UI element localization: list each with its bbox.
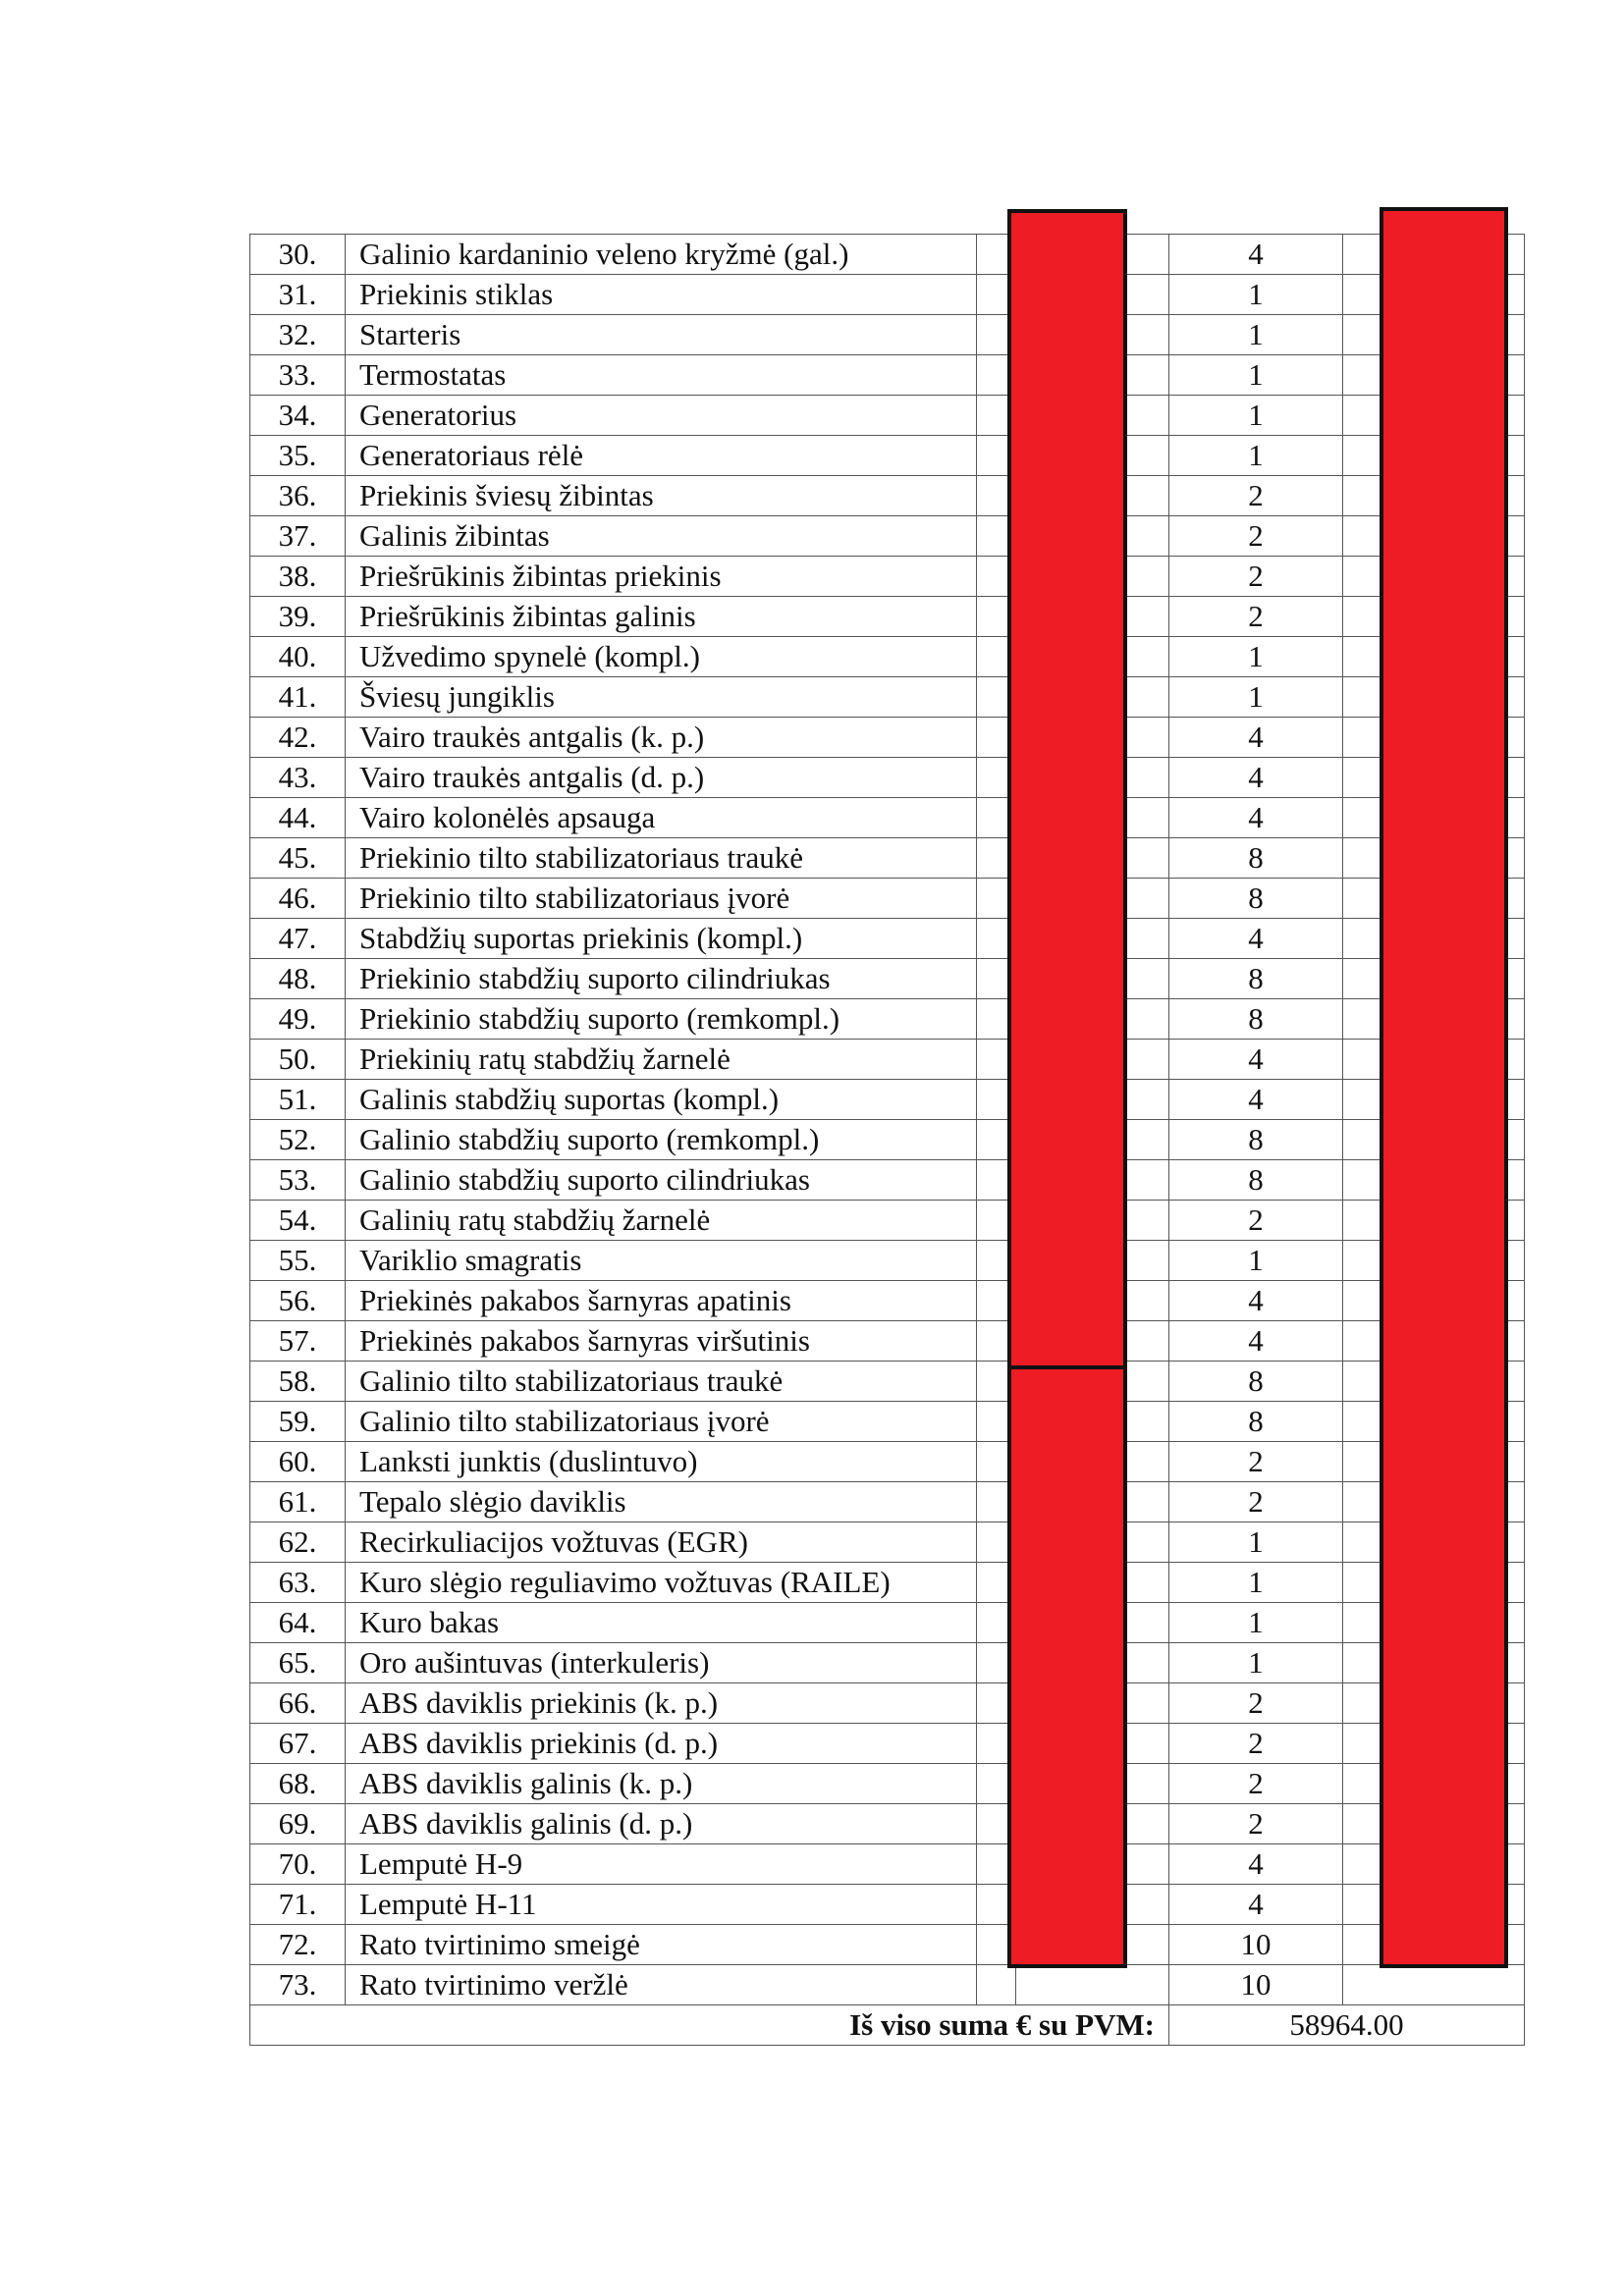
part-name: Lanksti junktis (duslintuvo) (346, 1442, 977, 1482)
part-name: Priekinės pakabos šarnyras viršutinis (346, 1321, 977, 1362)
row-number: 38. (250, 557, 346, 597)
table-row (250, 557, 1525, 597)
quantity: 4 (1169, 1321, 1343, 1362)
part-name: Priešrūkinis žibintas priekinis (346, 557, 977, 597)
table-row (250, 718, 1525, 758)
row-number: 62. (250, 1522, 346, 1563)
part-name: Starteris (346, 315, 977, 355)
sum-cell (1343, 1965, 1525, 2005)
quantity: 8 (1169, 999, 1343, 1040)
quantity: 2 (1169, 1482, 1343, 1522)
table-row (250, 1643, 1525, 1683)
quantity: 8 (1169, 1160, 1343, 1201)
table-row (250, 838, 1525, 879)
quantity: 1 (1169, 677, 1343, 718)
total-row (250, 2005, 1525, 2046)
table-row (250, 1603, 1525, 1643)
table-row (250, 1804, 1525, 1844)
part-name: Priekinis stiklas (346, 275, 977, 315)
part-name: Priekinės pakabos šarnyras apatinis (346, 1281, 977, 1321)
quantity: 1 (1169, 355, 1343, 396)
part-name: Lemputė H-9 (346, 1844, 977, 1885)
quantity: 1 (1169, 275, 1343, 315)
part-name: Stabdžių suportas priekinis (kompl.) (346, 919, 977, 959)
row-number: 70. (250, 1844, 346, 1885)
quantity: 8 (1169, 1362, 1343, 1402)
part-name: Rato tvirtinimo veržlė (346, 1965, 977, 2005)
table-row (250, 1362, 1525, 1402)
row-number: 71. (250, 1885, 346, 1925)
table-row (250, 1080, 1525, 1120)
row-number: 55. (250, 1241, 346, 1281)
quantity: 2 (1169, 597, 1343, 637)
table-row (250, 999, 1525, 1040)
part-name: ABS daviklis galinis (k. p.) (346, 1764, 977, 1804)
table-row (250, 1563, 1525, 1603)
table-row (250, 1241, 1525, 1281)
part-name: ABS daviklis galinis (d. p.) (346, 1804, 977, 1844)
table-row (250, 597, 1525, 637)
table-row (250, 1885, 1525, 1925)
table-row (250, 1965, 1525, 2005)
table-row (250, 959, 1525, 999)
table-row (250, 476, 1525, 516)
row-number: 53. (250, 1160, 346, 1201)
table-row (250, 1522, 1525, 1563)
quantity: 4 (1169, 1885, 1343, 1925)
row-number: 67. (250, 1724, 346, 1764)
quantity: 2 (1169, 1683, 1343, 1724)
row-number: 66. (250, 1683, 346, 1724)
part-name: Galinio kardaninio veleno kryžmė (gal.) (346, 235, 977, 275)
quantity: 4 (1169, 1040, 1343, 1080)
quantity: 2 (1169, 557, 1343, 597)
quantity: 8 (1169, 1402, 1343, 1442)
quantity: 1 (1169, 637, 1343, 677)
row-number: 61. (250, 1482, 346, 1522)
table-row (250, 1040, 1525, 1080)
row-number: 54. (250, 1201, 346, 1241)
row-number: 30. (250, 235, 346, 275)
blank-cell (977, 1965, 1016, 2005)
part-name: Priešrūkinis žibintas galinis (346, 597, 977, 637)
part-name: ABS daviklis priekinis (k. p.) (346, 1683, 977, 1724)
quantity: 8 (1169, 879, 1343, 919)
quantity: 1 (1169, 436, 1343, 476)
table-row (250, 637, 1525, 677)
row-number: 57. (250, 1321, 346, 1362)
row-number: 39. (250, 597, 346, 637)
part-name: Priekinio tilto stabilizatoriaus traukė (346, 838, 977, 879)
quantity: 2 (1169, 1201, 1343, 1241)
part-name: Termostatas (346, 355, 977, 396)
table-row (250, 1764, 1525, 1804)
row-number: 41. (250, 677, 346, 718)
part-name: Priekinio stabdžių suporto (remkompl.) (346, 999, 977, 1040)
row-number: 32. (250, 315, 346, 355)
row-number: 36. (250, 476, 346, 516)
table-row (250, 1683, 1525, 1724)
table-row (250, 1482, 1525, 1522)
row-number: 37. (250, 516, 346, 557)
table-row (250, 1321, 1525, 1362)
row-number: 68. (250, 1764, 346, 1804)
row-number: 69. (250, 1804, 346, 1844)
part-name: Šviesų jungiklis (346, 677, 977, 718)
parts-table (249, 234, 1525, 2046)
row-number: 49. (250, 999, 346, 1040)
table-row (250, 1442, 1525, 1482)
table-row (250, 879, 1525, 919)
table-row (250, 1402, 1525, 1442)
part-name: Galinio stabdžių suporto cilindriukas (346, 1160, 977, 1201)
table-row (250, 396, 1525, 436)
redaction-block-price-lower (1007, 1365, 1127, 1968)
quantity: 2 (1169, 1442, 1343, 1482)
row-number: 31. (250, 275, 346, 315)
quantity: 4 (1169, 798, 1343, 838)
quantity: 4 (1169, 919, 1343, 959)
table-row (250, 1201, 1525, 1241)
row-number: 63. (250, 1563, 346, 1603)
table-row (250, 758, 1525, 798)
quantity: 1 (1169, 1603, 1343, 1643)
quantity: 8 (1169, 1120, 1343, 1160)
redaction-block-price-upper (1007, 209, 1127, 1369)
part-name: Priekinis šviesų žibintas (346, 476, 977, 516)
quantity: 4 (1169, 718, 1343, 758)
part-name: Kuro bakas (346, 1603, 977, 1643)
part-name: Užvedimo spynelė (kompl.) (346, 637, 977, 677)
row-number: 73. (250, 1965, 346, 2005)
unit-price-cell (1016, 1965, 1169, 2005)
quantity: 1 (1169, 396, 1343, 436)
quantity: 2 (1169, 1724, 1343, 1764)
row-number: 47. (250, 919, 346, 959)
quantity: 2 (1169, 476, 1343, 516)
table-row (250, 315, 1525, 355)
part-name: Generatorius (346, 396, 977, 436)
row-number: 65. (250, 1643, 346, 1683)
part-name: Priekinių ratų stabdžių žarnelė (346, 1040, 977, 1080)
table-row (250, 798, 1525, 838)
quantity: 1 (1169, 1522, 1343, 1563)
table-row (250, 1120, 1525, 1160)
table-row (250, 1925, 1525, 1965)
part-name: Tepalo slėgio daviklis (346, 1482, 977, 1522)
part-name: Recirkuliacijos vožtuvas (EGR) (346, 1522, 977, 1563)
part-name: Kuro slėgio reguliavimo vožtuvas (RAILE) (346, 1563, 977, 1603)
redaction-block-sum (1380, 207, 1508, 1968)
quantity: 8 (1169, 959, 1343, 999)
row-number: 45. (250, 838, 346, 879)
row-number: 72. (250, 1925, 346, 1965)
part-name: Galinis žibintas (346, 516, 977, 557)
row-number: 50. (250, 1040, 346, 1080)
part-name: Oro aušintuvas (interkuleris) (346, 1643, 977, 1683)
table-row (250, 1724, 1525, 1764)
row-number: 58. (250, 1362, 346, 1402)
part-name: Galinių ratų stabdžių žarnelė (346, 1201, 977, 1241)
total-value: 58964.00 (1169, 2005, 1525, 2046)
parts-table-body (250, 235, 1525, 2005)
part-name: Galinio tilto stabilizatoriaus įvorė (346, 1402, 977, 1442)
quantity: 10 (1169, 1925, 1343, 1965)
table-row (250, 1281, 1525, 1321)
table-row (250, 275, 1525, 315)
part-name: Lemputė H-11 (346, 1885, 977, 1925)
quantity: 1 (1169, 315, 1343, 355)
quantity: 4 (1169, 235, 1343, 275)
table-row (250, 436, 1525, 476)
table-row (250, 677, 1525, 718)
part-name: Galinis stabdžių suportas (kompl.) (346, 1080, 977, 1120)
row-number: 46. (250, 879, 346, 919)
quantity: 2 (1169, 516, 1343, 557)
quantity: 2 (1169, 1804, 1343, 1844)
row-number: 44. (250, 798, 346, 838)
table-row (250, 1844, 1525, 1885)
row-number: 52. (250, 1120, 346, 1160)
row-number: 33. (250, 355, 346, 396)
part-name: Galinio tilto stabilizatoriaus traukė (346, 1362, 977, 1402)
table-row (250, 355, 1525, 396)
part-name: Vairo kolonėlės apsauga (346, 798, 977, 838)
row-number: 42. (250, 718, 346, 758)
part-name: Variklio smagratis (346, 1241, 977, 1281)
part-name: Generatoriaus rėlė (346, 436, 977, 476)
part-name: Priekinio stabdžių suporto cilindriukas (346, 959, 977, 999)
quantity: 8 (1169, 838, 1343, 879)
row-number: 48. (250, 959, 346, 999)
table-row (250, 516, 1525, 557)
quantity: 10 (1169, 1965, 1343, 2005)
row-number: 40. (250, 637, 346, 677)
row-number: 59. (250, 1402, 346, 1442)
quantity: 4 (1169, 1844, 1343, 1885)
row-number: 56. (250, 1281, 346, 1321)
table-row (250, 919, 1525, 959)
part-name: Priekinio tilto stabilizatoriaus įvorė (346, 879, 977, 919)
total-label: Iš viso suma € su PVM: (250, 2005, 1169, 2046)
row-number: 60. (250, 1442, 346, 1482)
row-number: 64. (250, 1603, 346, 1643)
quantity: 4 (1169, 758, 1343, 798)
quantity: 2 (1169, 1764, 1343, 1804)
part-name: Rato tvirtinimo smeigė (346, 1925, 977, 1965)
row-number: 35. (250, 436, 346, 476)
table-row (250, 1160, 1525, 1201)
part-name: Vairo traukės antgalis (d. p.) (346, 758, 977, 798)
part-name: Galinio stabdžių suporto (remkompl.) (346, 1120, 977, 1160)
quantity: 4 (1169, 1080, 1343, 1120)
quantity: 1 (1169, 1241, 1343, 1281)
quantity: 1 (1169, 1563, 1343, 1603)
table-row (250, 235, 1525, 275)
row-number: 43. (250, 758, 346, 798)
quantity: 1 (1169, 1643, 1343, 1683)
row-number: 51. (250, 1080, 346, 1120)
part-name: ABS daviklis priekinis (d. p.) (346, 1724, 977, 1764)
quantity: 4 (1169, 1281, 1343, 1321)
part-name: Vairo traukės antgalis (k. p.) (346, 718, 977, 758)
row-number: 34. (250, 396, 346, 436)
